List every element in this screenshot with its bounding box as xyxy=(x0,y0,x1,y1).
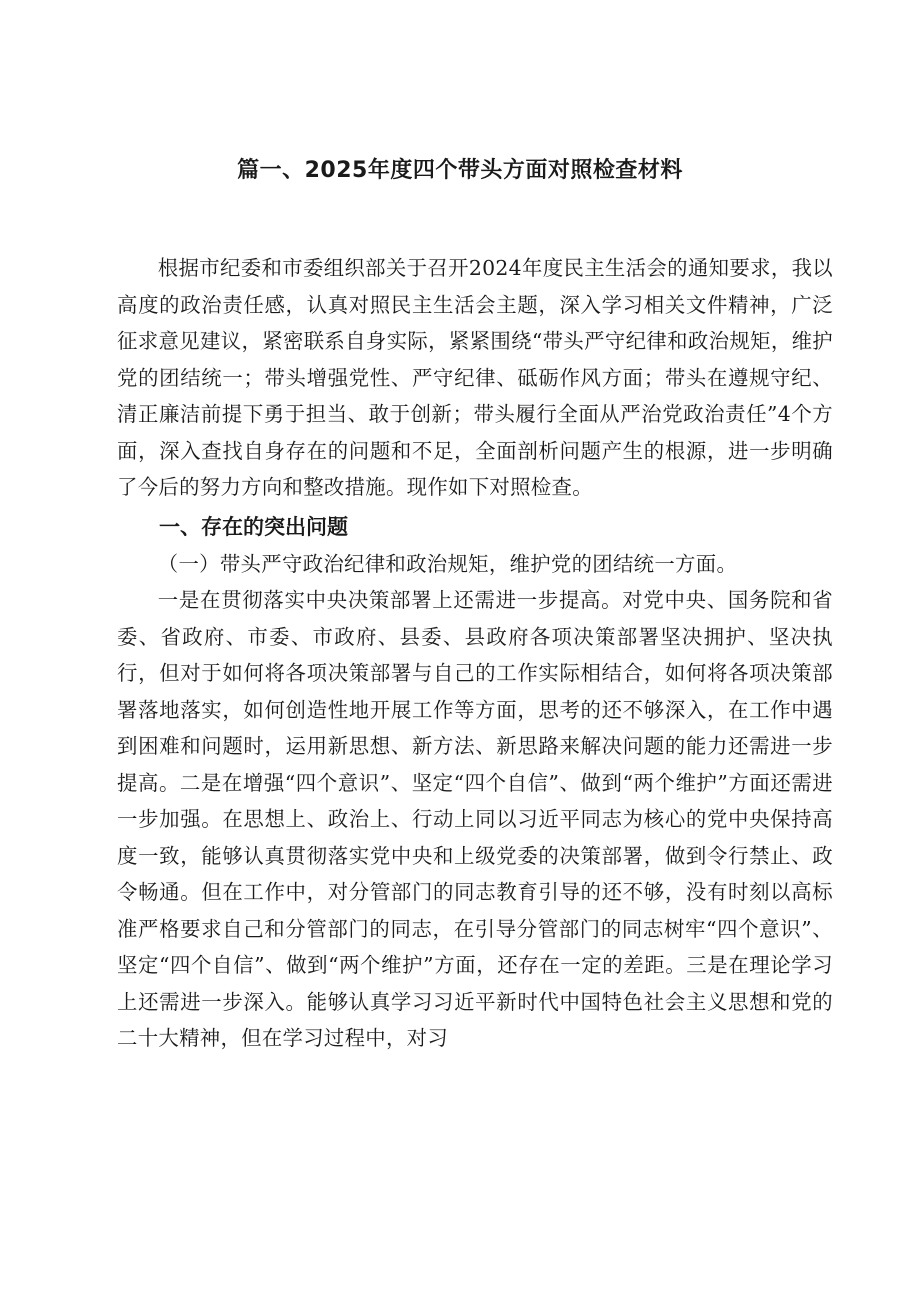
section-heading: 一、存在的突出问题 xyxy=(159,514,348,539)
intro-paragraph: 根据市纪委和市委组织部关于召开2024年度民主生活会的通知要求，我以高度的政治责任感，认真对照民主生活会主题，深入学习相关文件精神，广泛征求意见建议，紧密联系自身实际，紧紧围绕“带头严守纪律和政治规矩，维护党的团结统一；带头增强党性、严守纪律、砥砺作风方面；带头在遵规守纪、清正廉洁前提下勇于担当、敢于创新；带头履行全面从严治党政治责任”4个方面，深入查找自身存在的问题和不足，全面剖析问题产生的根源，进一步明确了今后的努力方向和整改措施。现作如下对照检查。 xyxy=(117,256,833,499)
document-title: 篇一、2025年度四个带头方面对照检查材料 xyxy=(237,158,683,183)
subsection-heading: （一）带头严守政治纪律和政治规矩，维护党的团结统一方面。 xyxy=(157,551,738,576)
document-body xyxy=(117,250,833,1057)
body-paragraph: 一是在贯彻落实中央决策部署上还需进一步提高。对党中央、国务院和省委、省政府、市委、市政府、县委、县政府各项决策部署坚决拥护、坚决执行，但对于如何将各项决策部署与自己的工作实际相结合，如何将各项决策部署落地落实，如何创造性地开展工作等方面，思考的还不够深入，在工作中遇到困难和问题时，运用新思想、新方法、新思路来解决问题的能力还需进一步提高。二是在增强“四个意识”、坚定“四个自信”、做到“两个维护”方面还需进一步加强。在思想上、政治上、行动上同以习近平同志为核心的党中央保持高度一致，能够认真贯彻落实党中央和上级党委的决策部署，做到令行禁止、政令畅通。但在工作中，对分管部门的同志教育引导的还不够，没有时刻以高标准严格要求自己和分管部门的同志，在引导分管部门的同志树牢“四个意识”、坚定“四个自信”、做到“两个维护”方面，还存在一定的差距。三是在理论学习上还需进一步深入。能够认真学习习近平新时代中国特色社会主义思想和党的二十大精神，但在学习过程中，对习 xyxy=(117,588,833,1050)
